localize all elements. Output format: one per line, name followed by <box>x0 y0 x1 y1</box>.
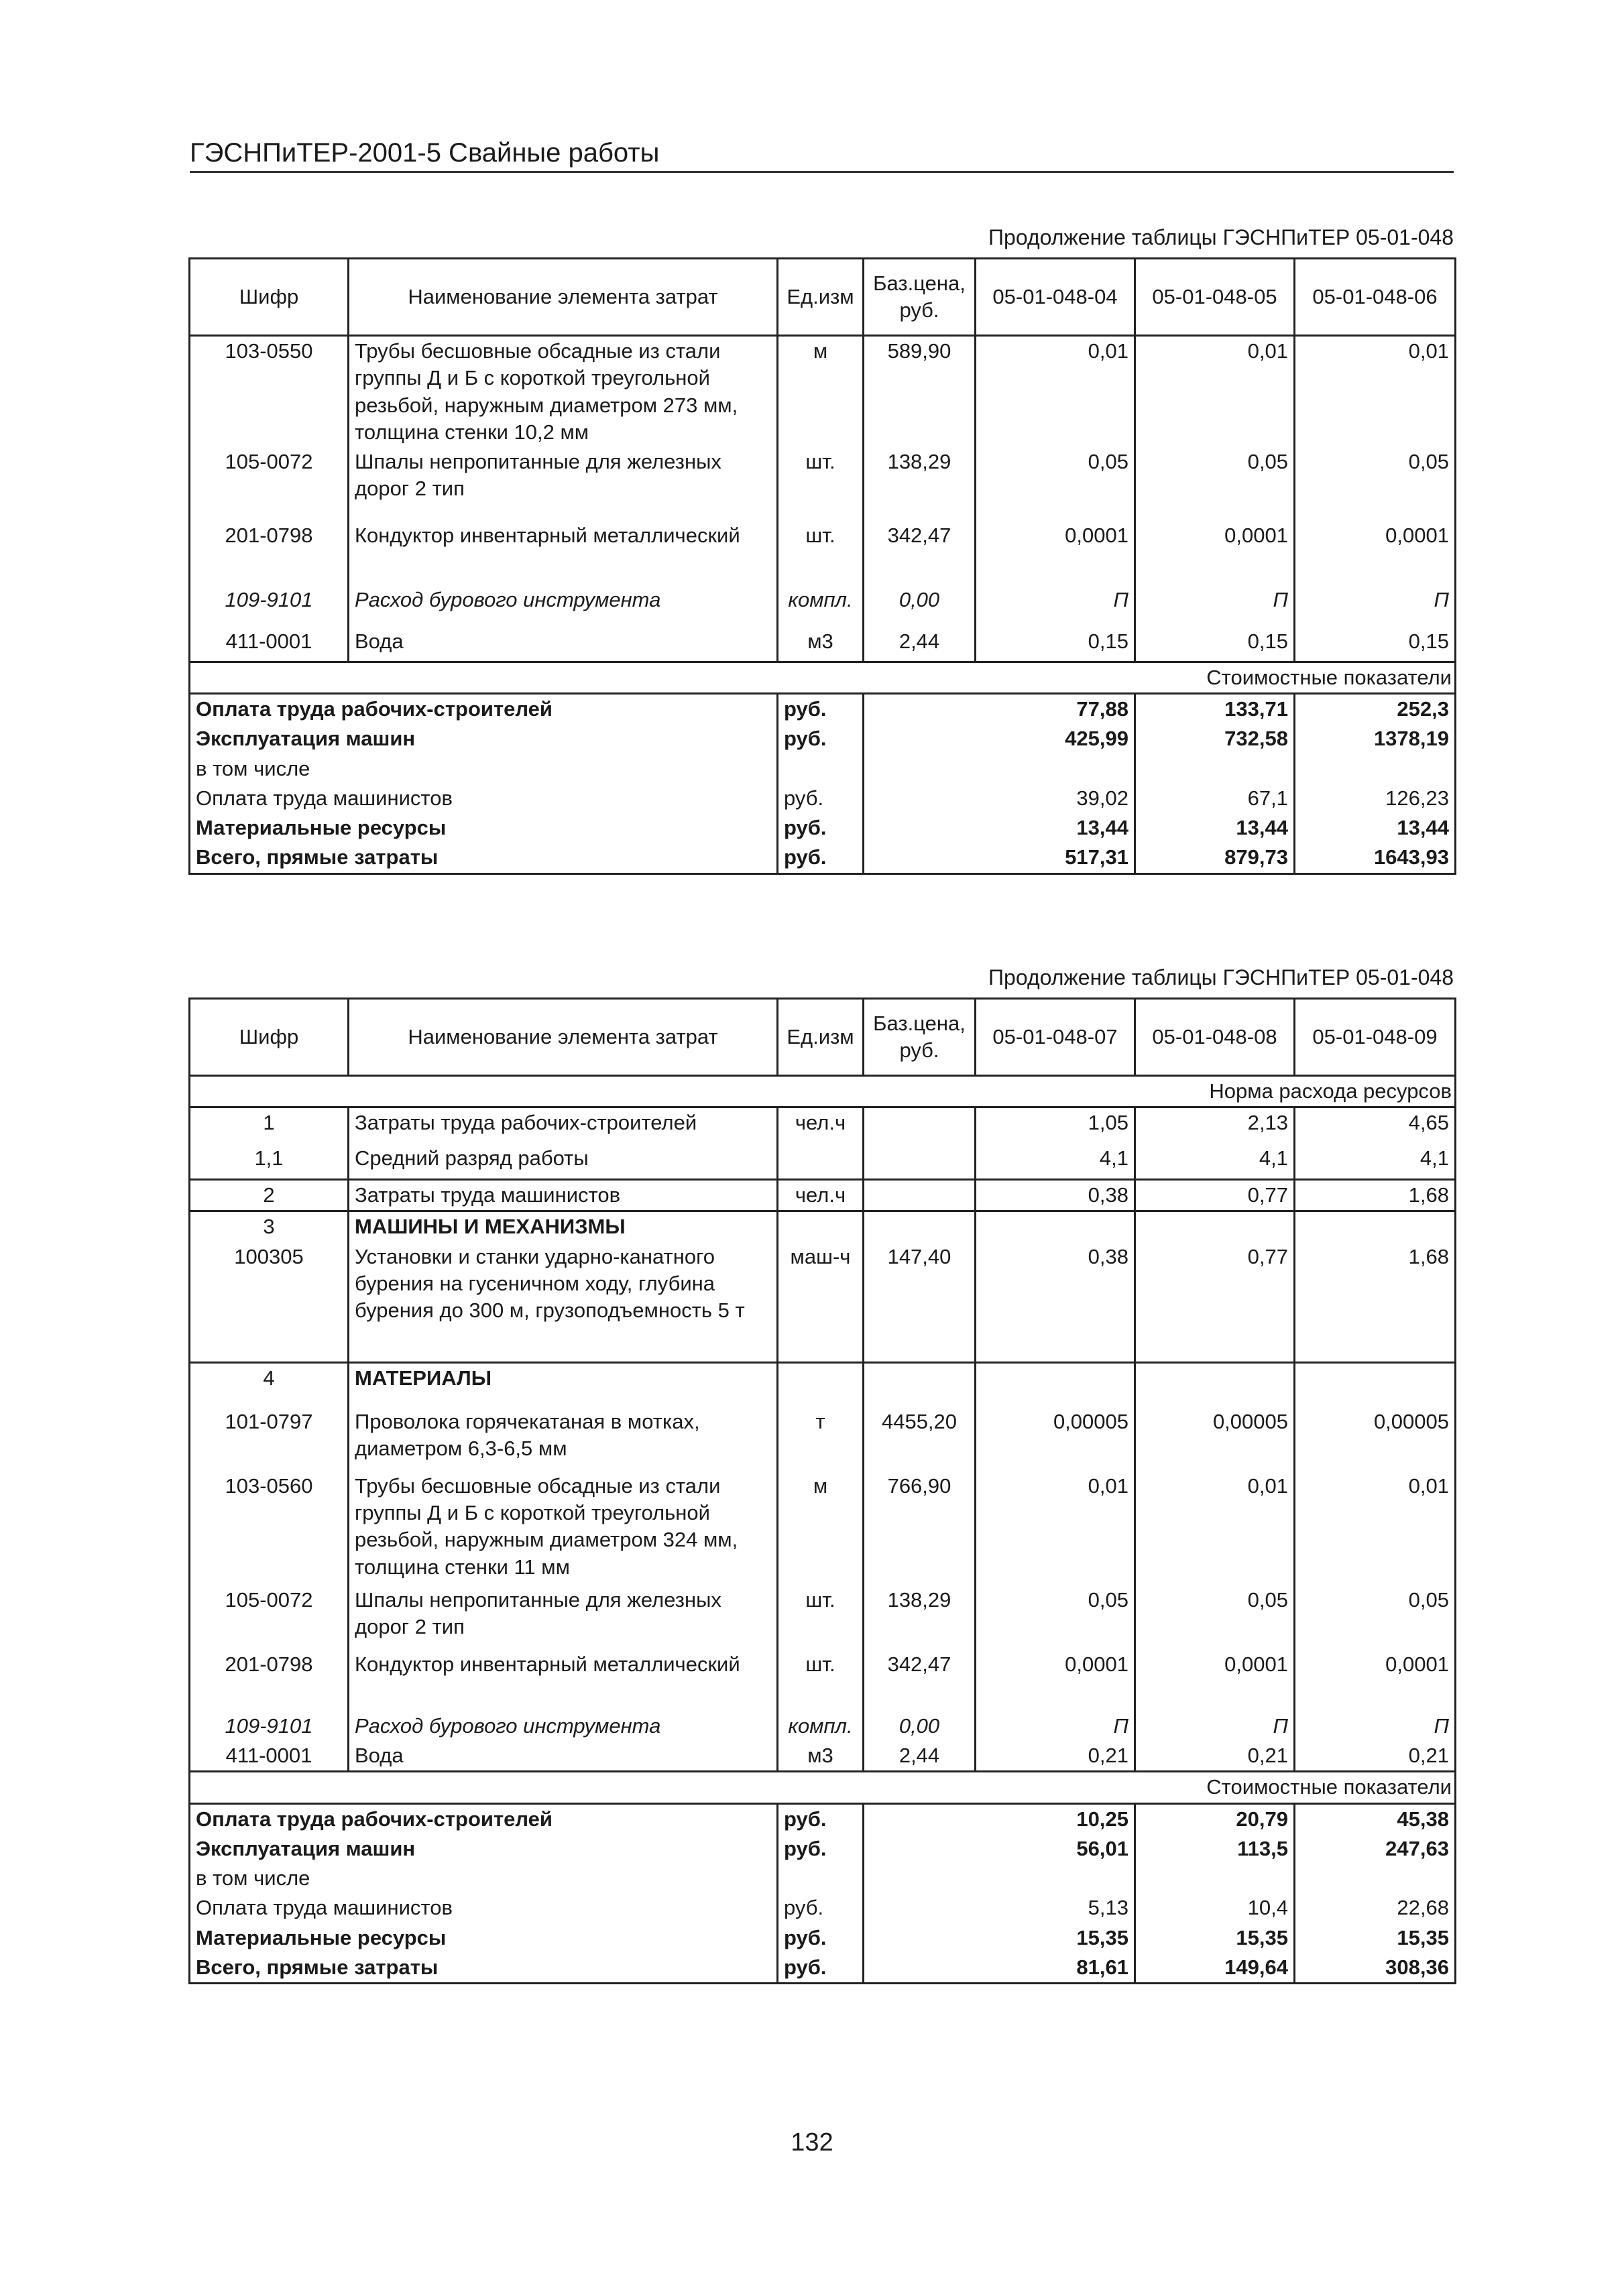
value-cell: 0,05 <box>976 447 1135 521</box>
empty-cell <box>864 1363 976 1407</box>
value-cell: 0,15 <box>1295 627 1456 662</box>
code-cell: 2 <box>190 1180 349 1211</box>
empty-cell <box>864 1211 976 1242</box>
table1-header-row <box>190 259 1456 336</box>
unit-cell: руб. <box>778 843 864 873</box>
price-cell: 138,29 <box>864 447 976 521</box>
section-label: Стоимостные показатели <box>190 662 1456 693</box>
value-cell: 0,77 <box>1135 1180 1295 1211</box>
page-number: 132 <box>791 2128 833 2157</box>
col-header: Шифр <box>190 259 349 336</box>
name-cell: Установки и станки ударно-канатного бурения на гусеничном ходу, глубина бурения до 300 м, грузоподъемность 5 т <box>349 1242 778 1363</box>
code-cell: 100305 <box>190 1242 349 1363</box>
name-cell: Шпалы непропитанные для железных дорог 2 тип <box>349 1585 778 1650</box>
empty-cell <box>864 724 976 753</box>
section-label: Норма расхода ресурсов <box>190 1076 1456 1107</box>
value-cell: П <box>976 585 1135 627</box>
value-cell: 0,05 <box>1295 1585 1456 1650</box>
value-cell: 149,64 <box>1135 1953 1295 1984</box>
table-row <box>190 1138 1456 1180</box>
empty-cell <box>1135 1211 1295 1242</box>
name-cell: Затраты труда рабочих-строителей <box>349 1107 778 1138</box>
price-cell: 342,47 <box>864 521 976 585</box>
value-cell: 0,38 <box>976 1242 1135 1363</box>
price-cell: 138,29 <box>864 1585 976 1650</box>
unit-cell: шт. <box>778 521 864 585</box>
price-cell: 0,00 <box>864 585 976 627</box>
code-cell: 109-9101 <box>190 585 349 627</box>
value-cell: 0,05 <box>1135 447 1295 521</box>
value-cell: 732,58 <box>1135 724 1295 753</box>
value-cell: 0,0001 <box>976 1650 1135 1711</box>
value-cell: 1,68 <box>1295 1242 1456 1363</box>
value-cell: П <box>1295 1711 1456 1741</box>
value-cell: 15,35 <box>976 1923 1135 1953</box>
value-cell: 0,05 <box>976 1585 1135 1650</box>
unit-cell: компл. <box>778 1711 864 1741</box>
table-row <box>190 1711 1456 1741</box>
cost-label: Эксплуатация машин <box>190 1834 778 1864</box>
value-cell: 4,65 <box>1295 1107 1456 1138</box>
unit-cell: м <box>778 1471 864 1585</box>
value-cell: 1378,19 <box>1295 724 1456 753</box>
name-cell: Расход бурового инструмента <box>349 1711 778 1741</box>
cost-label: Оплата труда машинистов <box>190 784 778 813</box>
section-code: 3 <box>190 1211 349 1242</box>
cost-label: Всего, прямые затраты <box>190 843 778 873</box>
unit-cell: руб. <box>778 1953 864 1984</box>
unit-cell: м3 <box>778 1741 864 1772</box>
value-cell: 0,01 <box>976 1471 1135 1585</box>
price-cell: 766,90 <box>864 1471 976 1585</box>
unit-cell: чел.ч <box>778 1180 864 1211</box>
value-cell: 15,35 <box>1135 1923 1295 1953</box>
unit-cell: руб. <box>778 724 864 753</box>
cost-row <box>190 813 1456 843</box>
value-cell: П <box>1135 585 1295 627</box>
unit-cell: компл. <box>778 585 864 627</box>
cost-label: Оплата труда рабочих-строителей <box>190 693 778 724</box>
section-code: 4 <box>190 1363 349 1407</box>
value-cell: 4,1 <box>976 1138 1135 1180</box>
col-header: Баз.цена, руб. <box>864 999 976 1076</box>
value-cell: 0,00005 <box>1135 1407 1295 1471</box>
price-cell <box>864 1107 976 1138</box>
value-cell: 0,01 <box>1135 336 1295 448</box>
unit-cell: руб. <box>778 784 864 813</box>
value-cell <box>1135 754 1295 784</box>
empty-cell <box>1295 1211 1456 1242</box>
table-row <box>190 1107 1456 1138</box>
value-cell: 126,23 <box>1295 784 1456 813</box>
value-cell: 0,0001 <box>1135 521 1295 585</box>
price-cell: 589,90 <box>864 336 976 448</box>
section-title: МАШИНЫ И МЕХАНИЗМЫ <box>349 1211 778 1242</box>
name-cell: Проволока горячекатаная в мотках, диаметром 6,3-6,5 мм <box>349 1407 778 1471</box>
code-cell: 109-9101 <box>190 1711 349 1741</box>
empty-cell <box>864 784 976 813</box>
value-cell: 39,02 <box>976 784 1135 813</box>
empty-cell <box>864 813 976 843</box>
empty-cell <box>1295 1363 1456 1407</box>
col-header: Наименование элемента затрат <box>349 999 778 1076</box>
value-cell: 247,63 <box>1295 1834 1456 1864</box>
value-cell: 0,38 <box>976 1180 1135 1211</box>
table-row <box>190 1242 1456 1363</box>
value-cell: 113,5 <box>1135 1834 1295 1864</box>
unit-cell: м3 <box>778 627 864 662</box>
value-cell: 10,25 <box>976 1803 1135 1834</box>
value-cell: П <box>976 1711 1135 1741</box>
value-cell: 0,0001 <box>1295 1650 1456 1711</box>
value-cell: 0,05 <box>1295 447 1456 521</box>
empty-cell <box>864 843 976 873</box>
value-cell: 4,1 <box>1135 1138 1295 1180</box>
col-header: 05-01-048-07 <box>976 999 1135 1076</box>
section-row-machines <box>190 1211 1456 1242</box>
unit-cell: руб. <box>778 693 864 724</box>
empty-cell <box>864 1923 976 1953</box>
table-row <box>190 585 1456 627</box>
value-cell: 2,13 <box>1135 1107 1295 1138</box>
table-row <box>190 336 1456 448</box>
section-label-row <box>190 1076 1456 1107</box>
code-cell: 201-0798 <box>190 521 349 585</box>
table1 <box>188 257 1456 875</box>
value-cell: 0,01 <box>976 336 1135 448</box>
price-cell <box>864 1180 976 1211</box>
section-title: МАТЕРИАЛЫ <box>349 1363 778 1407</box>
value-cell: 0,15 <box>1135 627 1295 662</box>
value-cell: П <box>1135 1711 1295 1741</box>
table2-caption: Продолжение таблицы ГЭСНПиТЕР 05-01-048 <box>988 965 1454 989</box>
unit-cell: маш-ч <box>778 1242 864 1363</box>
table2 <box>188 998 1456 1984</box>
price-cell: 2,44 <box>864 1741 976 1772</box>
col-header: 05-01-048-08 <box>1135 999 1295 1076</box>
cost-label: Материальные ресурсы <box>190 1923 778 1953</box>
name-cell: Трубы бесшовные обсадные из стали группы Д и Б с короткой треугольной резьбой, наружным диаметром 273 мм, толщина стенки 10,2 мм <box>349 336 778 448</box>
unit-cell <box>778 754 864 784</box>
cost-row <box>190 693 1456 724</box>
section-label-row <box>190 662 1456 693</box>
value-cell: 13,44 <box>1135 813 1295 843</box>
empty-cell <box>778 1211 864 1242</box>
value-cell: 56,01 <box>976 1834 1135 1864</box>
value-cell: 0,77 <box>1135 1242 1295 1363</box>
empty-cell <box>976 1363 1135 1407</box>
empty-cell <box>864 1864 976 1893</box>
cost-row <box>190 1864 1456 1893</box>
cost-row <box>190 784 1456 813</box>
code-cell: 103-0560 <box>190 1471 349 1585</box>
cost-row <box>190 843 1456 873</box>
value-cell: П <box>1295 585 1456 627</box>
value-cell: 0,00005 <box>976 1407 1135 1471</box>
value-cell: 4,1 <box>1295 1138 1456 1180</box>
unit-cell: т <box>778 1407 864 1471</box>
cost-label: в том числе <box>190 1864 778 1893</box>
table-row <box>190 1407 1456 1471</box>
value-cell: 308,36 <box>1295 1953 1456 1984</box>
cost-label: Эксплуатация машин <box>190 724 778 753</box>
code-cell: 201-0798 <box>190 1650 349 1711</box>
value-cell: 15,35 <box>1295 1923 1456 1953</box>
code-cell: 105-0072 <box>190 1585 349 1650</box>
empty-cell <box>864 1953 976 1984</box>
cost-row <box>190 754 1456 784</box>
code-cell: 411-0001 <box>190 627 349 662</box>
code-cell: 103-0550 <box>190 336 349 448</box>
section-label: Стоимостные показатели <box>190 1772 1456 1803</box>
unit-cell: руб. <box>778 1834 864 1864</box>
value-cell: 0,21 <box>1135 1741 1295 1772</box>
value-cell: 0,01 <box>1295 1471 1456 1585</box>
empty-cell <box>864 1803 976 1834</box>
table-row <box>190 1585 1456 1650</box>
value-cell: 0,00005 <box>1295 1407 1456 1471</box>
cost-label: Всего, прямые затраты <box>190 1953 778 1984</box>
value-cell <box>1135 1864 1295 1893</box>
section-label-row <box>190 1772 1456 1803</box>
code-cell: 1,1 <box>190 1138 349 1180</box>
col-header: 05-01-048-06 <box>1295 259 1456 336</box>
cost-row <box>190 1893 1456 1923</box>
value-cell: 0,21 <box>1295 1741 1456 1772</box>
section-row-materials <box>190 1363 1456 1407</box>
table2-header-row <box>190 999 1456 1076</box>
unit-cell: чел.ч <box>778 1107 864 1138</box>
cost-label: Материальные ресурсы <box>190 813 778 843</box>
table-row <box>190 521 1456 585</box>
name-cell: Вода <box>349 627 778 662</box>
cost-row <box>190 1923 1456 1953</box>
name-cell: Кондуктор инвентарный металлический <box>349 521 778 585</box>
empty-cell <box>864 1893 976 1923</box>
value-cell: 81,61 <box>976 1953 1135 1984</box>
empty-cell <box>864 1834 976 1864</box>
table-row <box>190 1180 1456 1211</box>
value-cell <box>976 1864 1135 1893</box>
cost-row <box>190 1834 1456 1864</box>
value-cell <box>976 754 1135 784</box>
table-row <box>190 1471 1456 1585</box>
col-header: Баз.цена, руб. <box>864 259 976 336</box>
cost-label: в том числе <box>190 754 778 784</box>
name-cell: Вода <box>349 1741 778 1772</box>
unit-cell <box>778 1864 864 1893</box>
value-cell: 252,3 <box>1295 693 1456 724</box>
value-cell: 1,05 <box>976 1107 1135 1138</box>
value-cell <box>1295 754 1456 784</box>
unit-cell: руб. <box>778 1893 864 1923</box>
value-cell: 77,88 <box>976 693 1135 724</box>
value-cell: 0,01 <box>1135 1471 1295 1585</box>
value-cell: 0,01 <box>1295 336 1456 448</box>
value-cell: 45,38 <box>1295 1803 1456 1834</box>
name-cell: Шпалы непропитанные для железных дорог 2 тип <box>349 447 778 521</box>
code-cell: 105-0072 <box>190 447 349 521</box>
cost-label: Оплата труда рабочих-строителей <box>190 1803 778 1834</box>
table1-caption: Продолжение таблицы ГЭСНПиТЕР 05-01-048 <box>988 225 1454 249</box>
unit-cell <box>778 1138 864 1180</box>
name-cell: Затраты труда машинистов <box>349 1180 778 1211</box>
value-cell: 13,44 <box>1295 813 1456 843</box>
col-header: Ед.изм <box>778 259 864 336</box>
empty-cell <box>864 754 976 784</box>
table-row <box>190 1650 1456 1711</box>
cost-row <box>190 1803 1456 1834</box>
cost-row <box>190 1953 1456 1984</box>
unit-cell: руб. <box>778 813 864 843</box>
value-cell: 133,71 <box>1135 693 1295 724</box>
name-cell: Трубы бесшовные обсадные из стали группы Д и Б с короткой треугольной резьбой, наружным диаметром 324 мм, толщина стенки 11 мм <box>349 1471 778 1585</box>
price-cell: 4455,20 <box>864 1407 976 1471</box>
value-cell: 5,13 <box>976 1893 1135 1923</box>
value-cell: 425,99 <box>976 724 1135 753</box>
name-cell: Расход бурового инструмента <box>349 585 778 627</box>
value-cell: 0,0001 <box>1295 521 1456 585</box>
page-header: ГЭСНПиТЕР-2001-5 Свайные работы <box>190 138 1454 173</box>
table-row <box>190 447 1456 521</box>
code-cell: 101-0797 <box>190 1407 349 1471</box>
col-header: Наименование элемента затрат <box>349 259 778 336</box>
name-cell: Кондуктор инвентарный металлический <box>349 1650 778 1711</box>
value-cell <box>1295 1864 1456 1893</box>
code-cell: 1 <box>190 1107 349 1138</box>
price-cell <box>864 1138 976 1180</box>
price-cell: 147,40 <box>864 1242 976 1363</box>
table-row <box>190 627 1456 662</box>
table-row <box>190 1741 1456 1772</box>
price-cell: 342,47 <box>864 1650 976 1711</box>
value-cell: 0,15 <box>976 627 1135 662</box>
value-cell: 1643,93 <box>1295 843 1456 873</box>
unit-cell: м <box>778 336 864 448</box>
cost-label: Оплата труда машинистов <box>190 1893 778 1923</box>
value-cell: 20,79 <box>1135 1803 1295 1834</box>
value-cell: 0,0001 <box>1135 1650 1295 1711</box>
value-cell: 13,44 <box>976 813 1135 843</box>
col-header: Ед.изм <box>778 999 864 1076</box>
value-cell: 67,1 <box>1135 784 1295 813</box>
value-cell: 0,05 <box>1135 1585 1295 1650</box>
cost-row <box>190 724 1456 753</box>
value-cell: 517,31 <box>976 843 1135 873</box>
unit-cell: руб. <box>778 1923 864 1953</box>
value-cell: 1,68 <box>1295 1180 1456 1211</box>
col-header: 05-01-048-05 <box>1135 259 1295 336</box>
price-cell: 2,44 <box>864 627 976 662</box>
empty-cell <box>1135 1363 1295 1407</box>
unit-cell: шт. <box>778 1585 864 1650</box>
empty-cell <box>976 1211 1135 1242</box>
value-cell: 10,4 <box>1135 1893 1295 1923</box>
unit-cell: руб. <box>778 1803 864 1834</box>
value-cell: 0,0001 <box>976 521 1135 585</box>
unit-cell: шт. <box>778 1650 864 1711</box>
code-cell: 411-0001 <box>190 1741 349 1772</box>
col-header: 05-01-048-09 <box>1295 999 1456 1076</box>
empty-cell <box>864 693 976 724</box>
name-cell: Средний разряд работы <box>349 1138 778 1180</box>
value-cell: 879,73 <box>1135 843 1295 873</box>
unit-cell: шт. <box>778 447 864 521</box>
col-header: Шифр <box>190 999 349 1076</box>
value-cell: 22,68 <box>1295 1893 1456 1923</box>
empty-cell <box>778 1363 864 1407</box>
value-cell: 0,21 <box>976 1741 1135 1772</box>
col-header: 05-01-048-04 <box>976 259 1135 336</box>
price-cell: 0,00 <box>864 1711 976 1741</box>
